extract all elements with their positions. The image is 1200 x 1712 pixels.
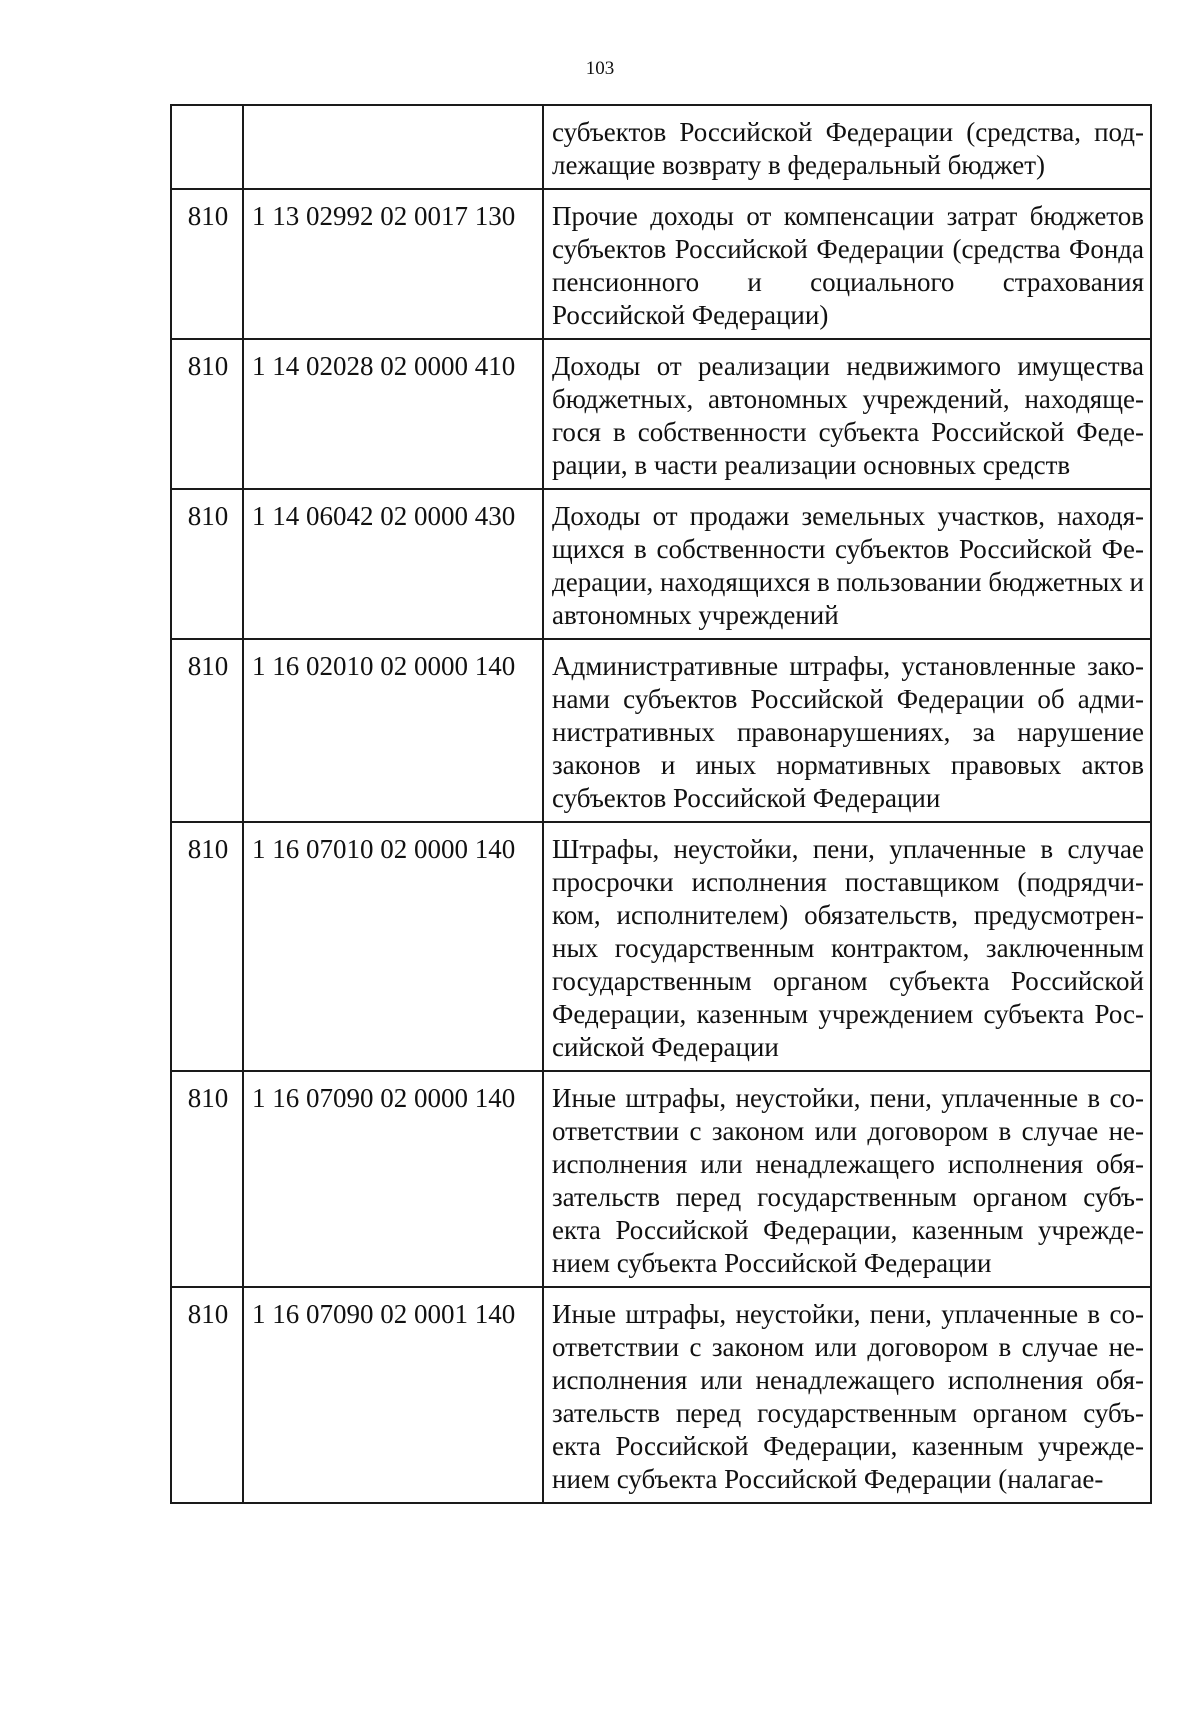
page-number: 103 xyxy=(585,58,615,79)
budget-code-cell: 1 16 07090 02 0000 140 xyxy=(243,1071,543,1287)
budget-code-cell: 1 16 07010 02 0000 140 xyxy=(243,822,543,1071)
budget-code-cell xyxy=(243,105,543,189)
description-cell: субъектов Российской Федерации (средства, подлежащие возврату в федеральный бюджет) xyxy=(543,105,1151,189)
admin-code-cell: 810 xyxy=(171,1071,243,1287)
admin-code-cell: 810 xyxy=(171,639,243,822)
table-row xyxy=(171,1287,1151,1503)
revenue-codes-table xyxy=(170,104,1152,1504)
description-cell: Иные штрафы, неустойки, пени, уплаченные в соответствии с законом или договором в случае неисполнения или ненадлежащего исполнения обязательств перед государственным органом субъекта Российской Федерации, казенным учреждением субъекта Российской Федерации (налагае- xyxy=(543,1287,1151,1503)
table-row xyxy=(171,339,1151,489)
table-row xyxy=(171,1071,1151,1287)
table-row xyxy=(171,639,1151,822)
table-row xyxy=(171,489,1151,639)
admin-code-cell xyxy=(171,105,243,189)
admin-code-cell: 810 xyxy=(171,822,243,1071)
budget-code-cell: 1 14 02028 02 0000 410 xyxy=(243,339,543,489)
budget-code-cell: 1 16 02010 02 0000 140 xyxy=(243,639,543,822)
admin-code-cell: 810 xyxy=(171,489,243,639)
table-row xyxy=(171,189,1151,339)
admin-code-cell: 810 xyxy=(171,339,243,489)
description-cell: Доходы от продажи земельных участков, находящихся в собственности субъектов Российской Федерации, находящихся в пользовании бюджетных и автономных учреждений xyxy=(543,489,1151,639)
description-cell: Иные штрафы, неустойки, пени, уплаченные в соответствии с законом или договором в случае неисполнения или ненадлежащего исполнения обязательств перед государственным органом субъекта Российской Федерации, казенным учреждением субъекта Российской Федерации xyxy=(543,1071,1151,1287)
description-cell: Административные штрафы, установленные законами субъектов Российской Федерации об административных правонарушениях, за нарушение законов и иных нормативных правовых актов субъектов Российской Федерации xyxy=(543,639,1151,822)
description-cell: Прочие доходы от компенсации затрат бюджетов субъектов Российской Федерации (средства Фонда пенсионного и социального страхования Российской Федерации) xyxy=(543,189,1151,339)
description-cell: Доходы от реализации недвижимого имущества бюджетных, автономных учреждений, находящегося в собственности субъекта Российской Федерации, в части реализации основных средств xyxy=(543,339,1151,489)
admin-code-cell: 810 xyxy=(171,189,243,339)
budget-code-cell: 1 13 02992 02 0017 130 xyxy=(243,189,543,339)
admin-code-cell: 810 xyxy=(171,1287,243,1503)
table-row xyxy=(171,822,1151,1071)
budget-code-cell: 1 14 06042 02 0000 430 xyxy=(243,489,543,639)
description-cell: Штрафы, неустойки, пени, уплаченные в случае просрочки исполнения поставщиком (подрядчиком, исполнителем) обязательств, предусмотренных государственным контрактом, заключенным государственным органом субъекта Российской Федерации, казенным учреждением субъекта Российской Федерации xyxy=(543,822,1151,1071)
table-row xyxy=(171,105,1151,189)
budget-code-cell: 1 16 07090 02 0001 140 xyxy=(243,1287,543,1503)
